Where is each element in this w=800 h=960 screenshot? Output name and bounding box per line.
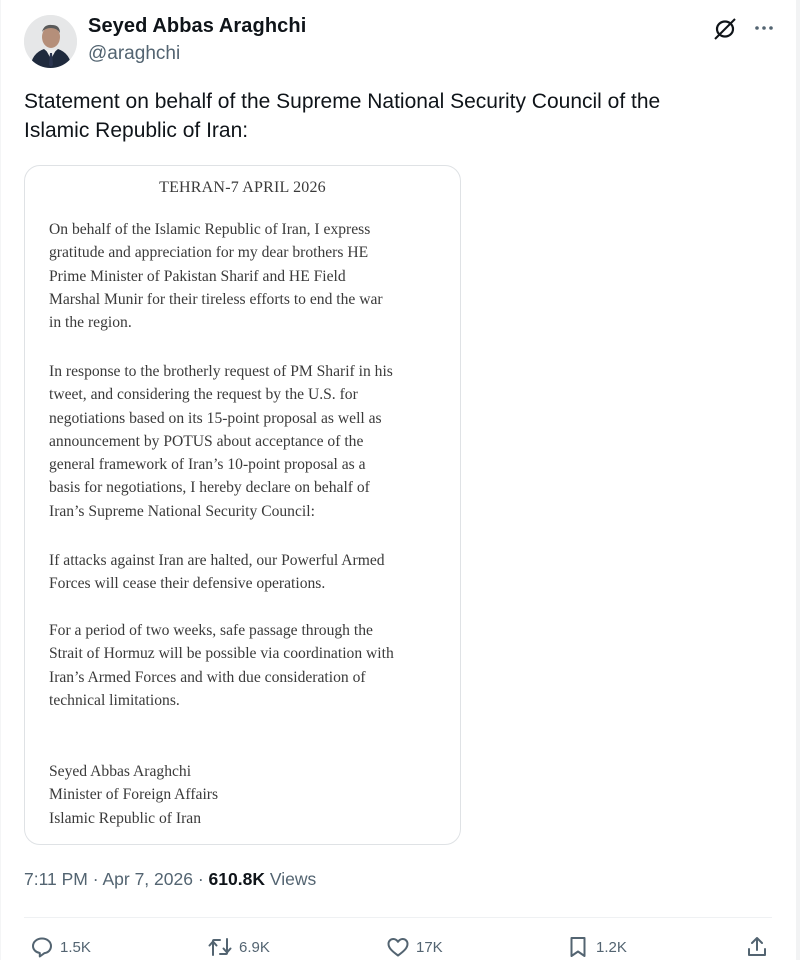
attached-statement-image[interactable]: [24, 165, 461, 845]
share-icon: [745, 935, 769, 959]
repost-button[interactable]: [207, 934, 270, 960]
repost-count: 6.9K: [239, 938, 270, 956]
bookmark-icon: [566, 935, 590, 959]
meta-separator: ·: [92, 869, 99, 889]
reply-count: 1.5K: [60, 938, 91, 956]
divider: [24, 917, 772, 918]
like-count: 17K: [416, 938, 443, 956]
tweet-text-line: Islamic Republic of Iran:: [24, 119, 249, 142]
tweet-meta: [24, 869, 316, 890]
tweet-text-line: Statement on behalf of the Supreme National Security Council of the: [24, 90, 661, 113]
document-paragraph-4: For a period of two weeks, safe passage through the Strait of Hormuz will be possible via coordination with Iran’s Armed Forces and with due consideration of technical limitations.: [49, 622, 394, 709]
grok-icon[interactable]: [712, 16, 738, 42]
post-date[interactable]: Apr 7, 2026: [102, 869, 193, 889]
bookmark-button[interactable]: [566, 934, 627, 960]
document-dateline: TEHRAN-7 APRIL 2026: [159, 179, 326, 196]
more-horizontal-icon[interactable]: [752, 16, 776, 40]
post-time[interactable]: 7:11 PM: [24, 869, 88, 889]
share-button[interactable]: [745, 934, 769, 960]
right-edge: [796, 0, 800, 960]
document-paragraph-2: In response to the brotherly request of PM Sharif in his tweet, and considering the request by the U.S. for negotiations based on its 15-point proposal as well as announcement by POTUS about acceptance of the general framework of Iran’s 10-point proposal as a basis for negotiations, I hereby declare on behalf of Iran’s Supreme National Security Council:: [49, 363, 393, 520]
bookmark-count: 1.2K: [596, 938, 627, 956]
author-name[interactable]: Seyed Abbas Araghchi: [88, 15, 307, 37]
document-paragraph-3: If attacks against Iran are halted, our Powerful Armed Forces will cease their defensive operations.: [49, 552, 385, 593]
like-button[interactable]: [386, 934, 443, 960]
meta-separator: ·: [197, 869, 204, 889]
tweet-text: [24, 87, 764, 145]
reply-icon: [30, 935, 54, 959]
profile-photo-icon: [24, 15, 77, 68]
author-handle[interactable]: @araghchi: [88, 43, 181, 64]
repost-icon: [207, 935, 233, 959]
views-label: Views: [269, 869, 317, 889]
avatar[interactable]: [24, 15, 77, 68]
left-edge: [0, 0, 1, 960]
heart-icon: [386, 935, 410, 959]
views-count: 610.8K: [208, 869, 265, 889]
document-signature: Seyed Abbas Araghchi Minister of Foreign Affairs Islamic Republic of Iran: [49, 763, 219, 827]
document-paragraph-1: On behalf of the Islamic Republic of Iran, I express gratitude and appreciation for my dear brothers HE Prime Minister of Pakistan Sharif and HE Field Marshal Munir for their tireless efforts to end the war in the region.: [49, 221, 383, 332]
reply-button[interactable]: [30, 934, 91, 960]
